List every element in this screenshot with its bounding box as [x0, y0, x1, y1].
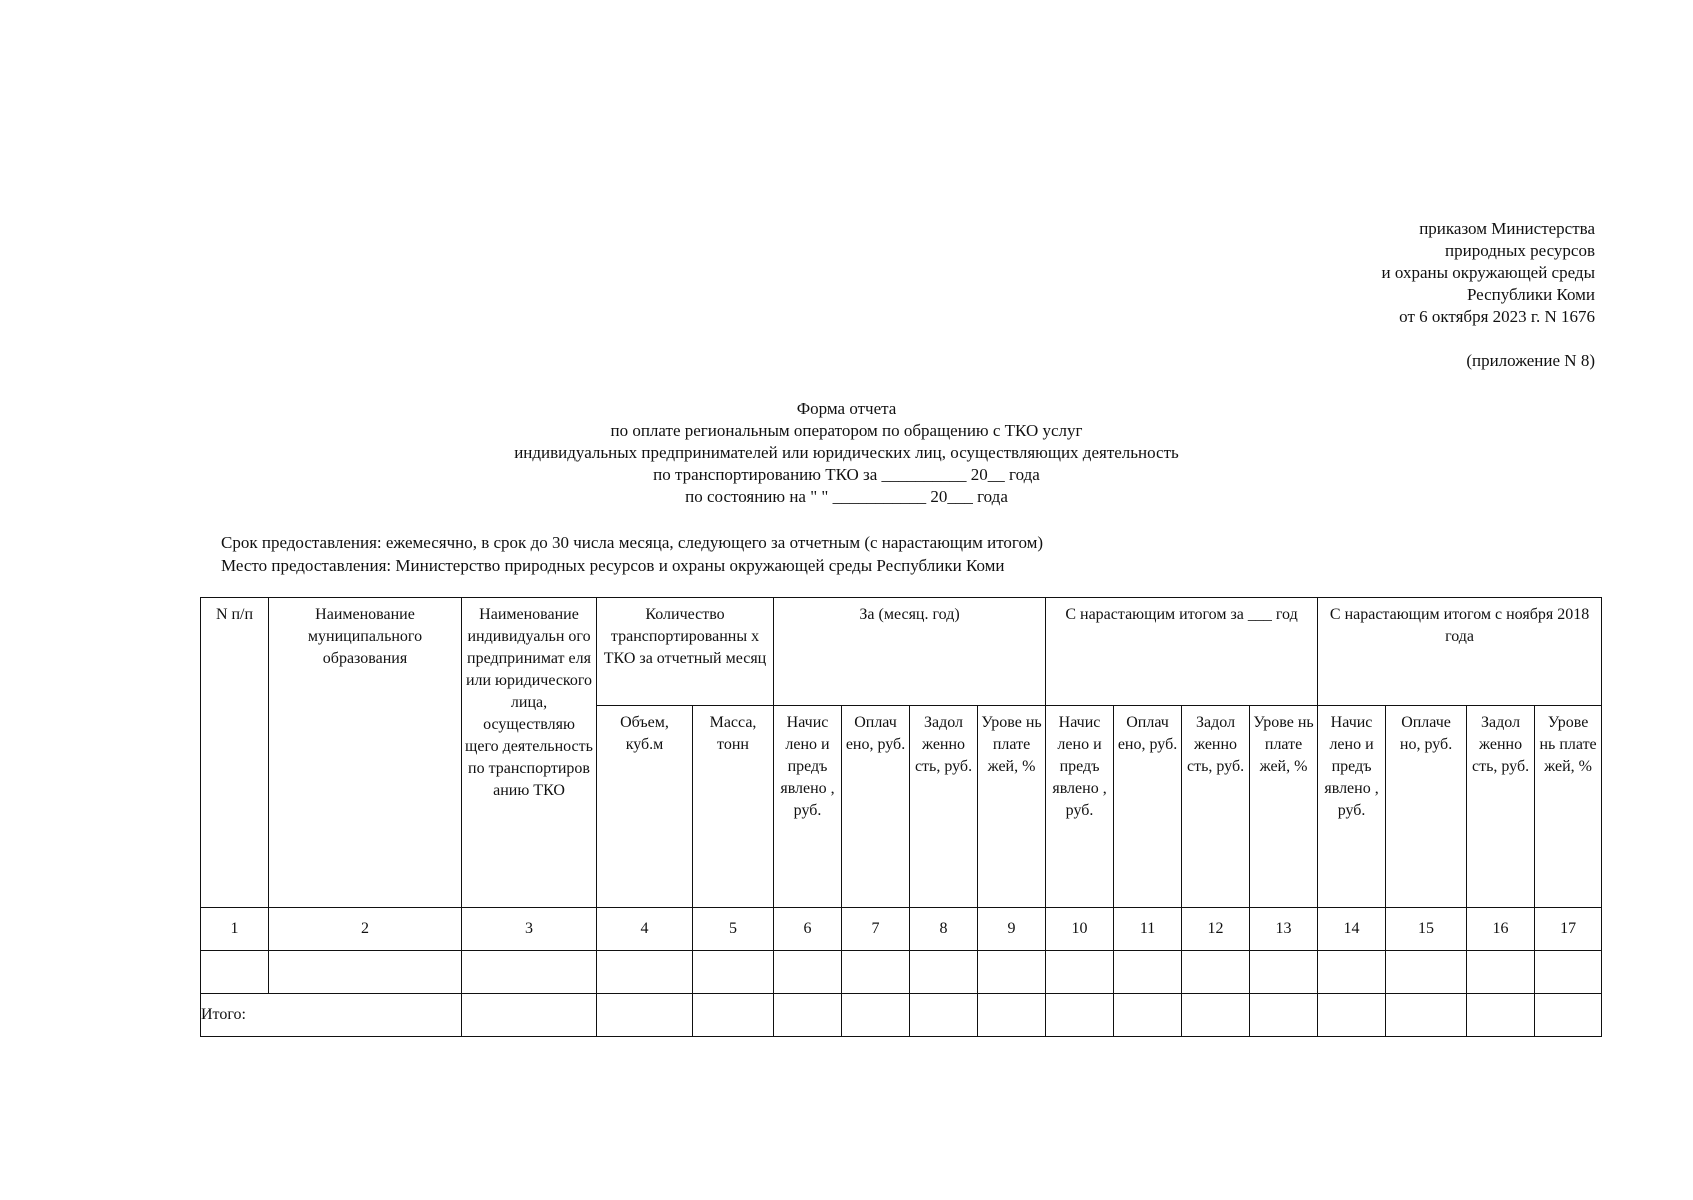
header-municipality: Наименование муниципального образования	[269, 598, 462, 908]
total-cell[interactable]	[1114, 994, 1182, 1037]
data-row	[201, 951, 1602, 994]
title-line: по транспортированию ТКО за __________ 20__ года	[653, 465, 1040, 484]
data-cell[interactable]	[1114, 951, 1182, 994]
total-label: Итого:	[201, 994, 462, 1037]
total-cell[interactable]	[462, 994, 597, 1037]
column-number-row	[201, 908, 1602, 951]
title-line: по оплате региональным оператором по обращению с ТКО услуг	[610, 421, 1083, 440]
approval-line: природных ресурсов	[1445, 241, 1595, 260]
submission-terms	[221, 531, 1043, 577]
data-cell[interactable]	[978, 951, 1046, 994]
data-cell[interactable]	[910, 951, 978, 994]
column-number: 2	[269, 908, 462, 951]
column-number: 1	[201, 908, 269, 951]
column-number: 6	[774, 908, 842, 951]
approval-line: приказом Министерства	[1419, 219, 1595, 238]
title-line: по состоянию на " " ___________ 20___ года	[685, 487, 1008, 506]
header-row-1	[201, 598, 1602, 706]
data-cell[interactable]	[842, 951, 910, 994]
total-cell[interactable]	[774, 994, 842, 1037]
data-cell[interactable]	[1250, 951, 1318, 994]
total-cell[interactable]	[1182, 994, 1250, 1037]
total-cell[interactable]	[842, 994, 910, 1037]
total-cell[interactable]	[910, 994, 978, 1037]
approval-line: от 6 октября 2023 г. N 1676	[1399, 307, 1595, 326]
header-month-level: Урове нь плате жей, %	[978, 706, 1046, 908]
header-year-group: С нарастающим итогом за ___ год	[1046, 598, 1318, 706]
header-quantity-group: Количество транспортированны х ТКО за отчетный месяц	[597, 598, 774, 706]
column-number: 8	[910, 908, 978, 951]
data-cell[interactable]	[1467, 951, 1535, 994]
header-month-charged: Начис лено и предъ явлено , руб.	[774, 706, 842, 908]
report-table	[200, 597, 1602, 1037]
header-since2018-paid: Оплаче но, руб.	[1386, 706, 1467, 908]
column-number: 14	[1318, 908, 1386, 951]
total-cell[interactable]	[693, 994, 774, 1037]
total-cell[interactable]	[597, 994, 693, 1037]
header-year-paid: Оплач ено, руб.	[1114, 706, 1182, 908]
total-cell[interactable]	[1386, 994, 1467, 1037]
data-cell[interactable]	[269, 951, 462, 994]
column-number: 11	[1114, 908, 1182, 951]
header-mass: Масса, тонн	[693, 706, 774, 908]
column-number: 7	[842, 908, 910, 951]
total-cell[interactable]	[1467, 994, 1535, 1037]
total-cell[interactable]	[1318, 994, 1386, 1037]
deadline-text: Срок предоставления: ежемесячно, в срок до 30 числа месяца, следующего за отчетным (с нарастающим итогом)	[221, 533, 1044, 552]
data-cell[interactable]	[774, 951, 842, 994]
data-cell[interactable]	[462, 951, 597, 994]
column-number: 16	[1467, 908, 1535, 951]
total-cell[interactable]	[978, 994, 1046, 1037]
header-num: N п/п	[201, 598, 269, 908]
header-entrepreneur: Наименование индивидуальн ого предпринимат еля или юридического лица, осуществляю щего деятельность по транспортиров анию ТКО	[462, 598, 597, 908]
header-since2018-debt: Задол женно сть, руб.	[1467, 706, 1535, 908]
data-cell[interactable]	[693, 951, 774, 994]
data-cell[interactable]	[201, 951, 269, 994]
header-since2018-level: Урове нь плате жей, %	[1535, 706, 1602, 908]
data-cell[interactable]	[1386, 951, 1467, 994]
column-number: 9	[978, 908, 1046, 951]
header-since2018-charged: Начис лено и предъ явлено , руб.	[1318, 706, 1386, 908]
appendix-label: (приложение N 8)	[1466, 351, 1595, 370]
data-cell[interactable]	[1182, 951, 1250, 994]
title-line: Форма отчета	[796, 399, 897, 418]
column-number: 5	[693, 908, 774, 951]
header-since2018-group: С нарастающим итогом с ноября 2018 года	[1318, 598, 1602, 706]
form-title	[0, 398, 1693, 508]
column-number: 3	[462, 908, 597, 951]
approval-block	[1175, 218, 1595, 372]
column-number: 12	[1182, 908, 1250, 951]
approval-line: и охраны окружающей среды	[1381, 263, 1595, 282]
total-cell[interactable]	[1046, 994, 1114, 1037]
header-month-paid: Оплач ено, руб.	[842, 706, 910, 908]
approval-line: Республики Коми	[1466, 285, 1595, 304]
total-row	[201, 994, 1602, 1037]
header-volume: Объем, куб.м	[597, 706, 693, 908]
data-cell[interactable]	[1046, 951, 1114, 994]
column-number: 10	[1046, 908, 1114, 951]
data-cell[interactable]	[1318, 951, 1386, 994]
header-year-debt: Задол женно сть, руб.	[1182, 706, 1250, 908]
header-month-debt: Задол женно сть, руб.	[910, 706, 978, 908]
data-cell[interactable]	[1535, 951, 1602, 994]
column-number: 17	[1535, 908, 1602, 951]
place-text: Место предоставления: Министерство природных ресурсов и охраны окружающей среды Республики Коми	[221, 556, 1005, 575]
header-month-group: За (месяц. год)	[774, 598, 1046, 706]
total-cell[interactable]	[1535, 994, 1602, 1037]
column-number: 15	[1386, 908, 1467, 951]
total-cell[interactable]	[1250, 994, 1318, 1037]
title-line: индивидуальных предпринимателей или юридических лиц, осуществляющих деятельность	[514, 443, 1179, 462]
column-number: 13	[1250, 908, 1318, 951]
data-cell[interactable]	[597, 951, 693, 994]
header-year-level: Урове нь плате жей, %	[1250, 706, 1318, 908]
header-year-charged: Начис лено и предъ явлено , руб.	[1046, 706, 1114, 908]
column-number: 4	[597, 908, 693, 951]
